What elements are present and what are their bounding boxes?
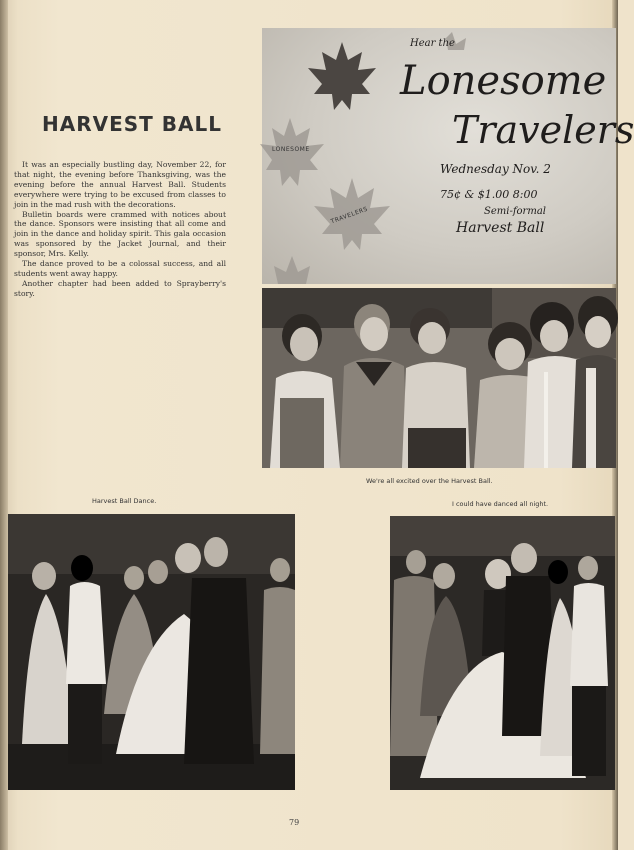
- book-spine-shadow: [0, 0, 8, 850]
- leaf-label: TRAVELERS: [329, 205, 369, 226]
- page-title: HARVEST BALL: [42, 112, 222, 136]
- danced-all-night-photo: [390, 516, 615, 790]
- article-paragraph: Bulletin boards were crammed with notices about the dance. Sponsors were insisting that all come and join in the dance and holiday spirit. This gala occasion was sponsored by the Jacket Journal, and their sponsor, Mrs. Kelly.: [14, 209, 226, 259]
- lonesome-travelers-sign-photo: [262, 28, 634, 284]
- sign-text: Hear the: [410, 38, 455, 49]
- page-number: 79: [289, 818, 300, 827]
- article-paragraph: It was an especially bustling day, November 22, for that night, the evening before Thanksgiving, was the evening before the annual Harvest Ball. Students everywhere were trying to be excused from classes to join in the mad rush with the decorations.: [14, 160, 226, 209]
- dancing-couples: [8, 514, 295, 790]
- leaf-label: LONESOME: [272, 146, 310, 153]
- article-paragraph: Another chapter had been added to Sprayberry's story.: [14, 278, 226, 298]
- photo-caption: I could have danced all night.: [452, 500, 549, 508]
- article-paragraph: The dance proved to be a colossal success, and all students went away happy.: [14, 259, 226, 278]
- sign-text: Travelers: [452, 108, 634, 152]
- dancing-couple: [390, 516, 615, 790]
- article-body: [14, 160, 226, 299]
- harvest-ball-dance-photo: [8, 514, 295, 790]
- sign-text: Lonesome: [400, 58, 607, 104]
- sign-text: 75¢ & $1.00 8:00: [440, 188, 538, 201]
- sign-text: Semi-formal: [484, 206, 546, 217]
- girls-group-photo: [262, 288, 616, 468]
- girls-silhouettes: [262, 288, 616, 468]
- sign-text: Harvest Ball: [456, 220, 545, 236]
- photo-caption: Harvest Ball Dance.: [92, 497, 157, 505]
- photo-caption: We're all excited over the Harvest Ball.: [366, 477, 493, 485]
- sign-text: Wednesday Nov. 2: [440, 162, 551, 176]
